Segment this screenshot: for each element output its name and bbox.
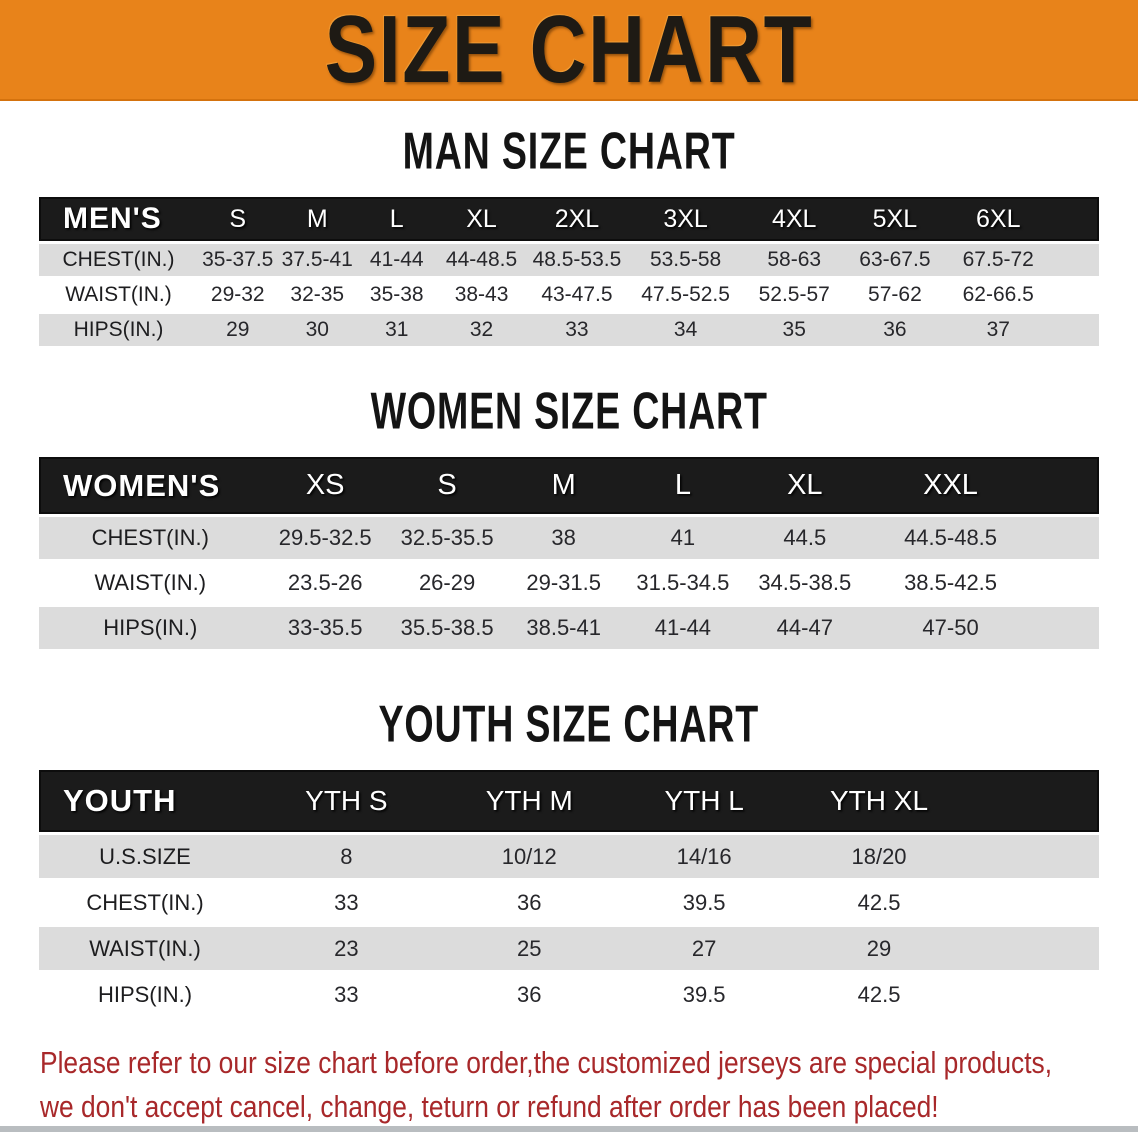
- column-header: XXL: [866, 457, 1036, 514]
- value-cell: 41-44: [622, 607, 744, 649]
- value-cell: 31: [357, 314, 437, 346]
- table-row: [39, 835, 1099, 878]
- value-cell: 35-37.5: [198, 244, 278, 276]
- table-row: [39, 927, 1099, 970]
- men-section: [0, 121, 1138, 349]
- table-row: [39, 881, 1099, 924]
- value-cell: 63-67.5: [845, 244, 946, 276]
- value-cell: 36: [442, 973, 617, 1016]
- value-cell: 47-50: [866, 607, 1036, 649]
- value-cell: 33: [251, 881, 442, 924]
- value-cell: 41-44: [357, 244, 437, 276]
- filler-cell: [966, 973, 1099, 1016]
- column-header: S: [389, 457, 506, 514]
- value-cell: 38.5-42.5: [866, 562, 1036, 604]
- disclaimer-line-1: Please refer to our size chart before order,the customized jerseys are special products,: [40, 1045, 1053, 1080]
- row-label: WAIST(IN.): [39, 562, 262, 604]
- value-cell: 57-62: [845, 279, 946, 311]
- filler-cell: [1051, 279, 1099, 311]
- filler-cell: [1051, 197, 1099, 241]
- value-cell: 8: [251, 835, 442, 878]
- men-size-table: [39, 194, 1099, 349]
- value-cell: 32-35: [278, 279, 358, 311]
- filler-cell: [1035, 457, 1099, 514]
- value-cell: 44.5: [744, 517, 866, 559]
- table-header-row: [39, 457, 1099, 514]
- value-cell: 33: [527, 314, 628, 346]
- value-cell: 32: [437, 314, 527, 346]
- column-header: 3XL: [627, 197, 744, 241]
- value-cell: 29: [792, 927, 967, 970]
- disclaimer-notice: [0, 1041, 1138, 1129]
- table-row: [39, 244, 1099, 276]
- table-header-row: [39, 197, 1099, 241]
- value-cell: 47.5-52.5: [627, 279, 744, 311]
- row-label: HIPS(IN.): [39, 314, 198, 346]
- filler-cell: [1035, 517, 1099, 559]
- value-cell: 18/20: [792, 835, 967, 878]
- value-cell: 29-31.5: [505, 562, 622, 604]
- filler-cell: [1035, 562, 1099, 604]
- value-cell: 33-35.5: [262, 607, 389, 649]
- row-label: WAIST(IN.): [39, 927, 251, 970]
- value-cell: 35-38: [357, 279, 437, 311]
- table-group-label: MEN'S: [39, 197, 198, 241]
- value-cell: 33: [251, 973, 442, 1016]
- table-row: [39, 314, 1099, 346]
- value-cell: 26-29: [389, 562, 506, 604]
- filler-cell: [966, 770, 1099, 832]
- value-cell: 36: [442, 881, 617, 924]
- value-cell: 43-47.5: [527, 279, 628, 311]
- value-cell: 44-47: [744, 607, 866, 649]
- value-cell: 42.5: [792, 881, 967, 924]
- disclaimer-line-2: we don't accept cancel, change, teturn or refund after order has been placed!: [40, 1089, 939, 1124]
- column-header: 2XL: [527, 197, 628, 241]
- column-header: XL: [437, 197, 527, 241]
- value-cell: 37: [945, 314, 1051, 346]
- column-header: XS: [262, 457, 389, 514]
- value-cell: 25: [442, 927, 617, 970]
- value-cell: 35: [744, 314, 845, 346]
- value-cell: 35.5-38.5: [389, 607, 506, 649]
- row-label: HIPS(IN.): [39, 973, 251, 1016]
- value-cell: 62-66.5: [945, 279, 1051, 311]
- column-header: YTH L: [617, 770, 792, 832]
- value-cell: 38-43: [437, 279, 527, 311]
- value-cell: 37.5-41: [278, 244, 358, 276]
- value-cell: 53.5-58: [627, 244, 744, 276]
- column-header: YTH S: [251, 770, 442, 832]
- filler-cell: [1051, 314, 1099, 346]
- size-chart-banner: [0, 0, 1138, 101]
- filler-cell: [966, 835, 1099, 878]
- column-header: YTH M: [442, 770, 617, 832]
- table-row: [39, 517, 1099, 559]
- women-size-table: [39, 454, 1099, 652]
- table-row: [39, 973, 1099, 1016]
- filler-cell: [966, 881, 1099, 924]
- value-cell: 36: [845, 314, 946, 346]
- value-cell: 32.5-35.5: [389, 517, 506, 559]
- value-cell: 14/16: [617, 835, 792, 878]
- value-cell: 30: [278, 314, 358, 346]
- table-group-label: YOUTH: [39, 770, 251, 832]
- value-cell: 42.5: [792, 973, 967, 1016]
- women-section: [0, 381, 1138, 652]
- value-cell: 38.5-41: [505, 607, 622, 649]
- row-label: U.S.SIZE: [39, 835, 251, 878]
- bottom-edge-strip: [0, 1126, 1138, 1132]
- value-cell: 58-63: [744, 244, 845, 276]
- value-cell: 52.5-57: [744, 279, 845, 311]
- column-header: XL: [744, 457, 866, 514]
- value-cell: 23: [251, 927, 442, 970]
- table-row: [39, 279, 1099, 311]
- value-cell: 29: [198, 314, 278, 346]
- value-cell: 29.5-32.5: [262, 517, 389, 559]
- value-cell: 27: [617, 927, 792, 970]
- value-cell: 31.5-34.5: [622, 562, 744, 604]
- men-section-heading: MAN SIZE CHART: [402, 121, 736, 180]
- value-cell: 44.5-48.5: [866, 517, 1036, 559]
- value-cell: 67.5-72: [945, 244, 1051, 276]
- banner-title: SIZE CHART: [324, 0, 814, 103]
- women-section-heading: WOMEN SIZE CHART: [370, 381, 768, 440]
- table-header-row: [39, 770, 1099, 832]
- column-header: 5XL: [845, 197, 946, 241]
- value-cell: 23.5-26: [262, 562, 389, 604]
- filler-cell: [1051, 244, 1099, 276]
- row-label: HIPS(IN.): [39, 607, 262, 649]
- value-cell: 34: [627, 314, 744, 346]
- column-header: L: [622, 457, 744, 514]
- youth-size-table: [39, 767, 1099, 1019]
- table-group-label: WOMEN'S: [39, 457, 262, 514]
- youth-section-heading: YOUTH SIZE CHART: [378, 694, 760, 753]
- column-header: S: [198, 197, 278, 241]
- column-header: YTH XL: [792, 770, 967, 832]
- column-header: L: [357, 197, 437, 241]
- value-cell: 41: [622, 517, 744, 559]
- table-row: [39, 562, 1099, 604]
- filler-cell: [966, 927, 1099, 970]
- value-cell: 39.5: [617, 881, 792, 924]
- row-label: CHEST(IN.): [39, 244, 198, 276]
- value-cell: 10/12: [442, 835, 617, 878]
- column-header: 4XL: [744, 197, 845, 241]
- column-header: M: [505, 457, 622, 514]
- youth-section: [0, 694, 1138, 1019]
- value-cell: 29-32: [198, 279, 278, 311]
- row-label: WAIST(IN.): [39, 279, 198, 311]
- filler-cell: [1035, 607, 1099, 649]
- row-label: CHEST(IN.): [39, 517, 262, 559]
- value-cell: 38: [505, 517, 622, 559]
- row-label: CHEST(IN.): [39, 881, 251, 924]
- value-cell: 39.5: [617, 973, 792, 1016]
- value-cell: 34.5-38.5: [744, 562, 866, 604]
- column-header: M: [278, 197, 358, 241]
- value-cell: 48.5-53.5: [527, 244, 628, 276]
- table-row: [39, 607, 1099, 649]
- value-cell: 44-48.5: [437, 244, 527, 276]
- column-header: 6XL: [945, 197, 1051, 241]
